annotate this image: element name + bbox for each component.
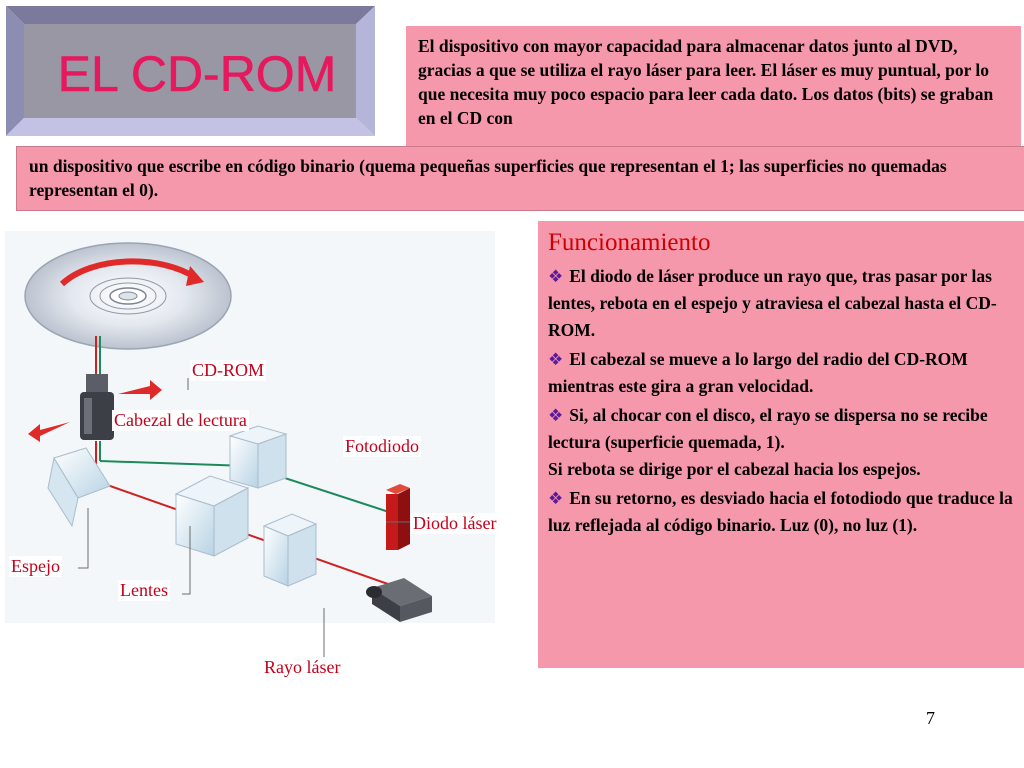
label-diodo-laser: Diodo láser <box>413 513 497 533</box>
bullet-text: El cabezal se mueve a lo largo del radio del CD-ROM mientras este gira a gran velocidad. <box>548 349 968 396</box>
cdrom-diagram-drawing <box>0 226 536 686</box>
title-plaque <box>6 6 375 136</box>
bullet-extra-text: Si rebota se dirige por el cabezal hacia los espejos. <box>548 459 921 479</box>
page-title: EL CD-ROM <box>57 46 337 102</box>
intro-text-top: El dispositivo con mayor capacidad para almacenar datos junto al DVD, gracias a que se utiliza el rayo láser para leer. El láser es muy puntual, por lo que necesita muy poco espacio para leer cada dato. Los datos (bits) se graban en el CD con <box>406 26 1021 146</box>
cdrom-diagram <box>0 226 536 686</box>
diamond-bullet-icon: ❖ <box>548 350 564 369</box>
bullet-item <box>548 485 1015 539</box>
bullet-text: Si, al chocar con el disco, el rayo se dispersa no se recibe lectura (superficie quemada, 1). <box>548 405 988 452</box>
beam-splitter <box>264 514 316 586</box>
cd-disc <box>25 243 231 349</box>
diamond-bullet-icon: ❖ <box>548 267 564 286</box>
label-lentes: Lentes <box>120 580 168 600</box>
panel-title: Funcionamiento <box>548 229 711 256</box>
upper-prism <box>230 426 286 488</box>
label-espejo: Espejo <box>11 556 60 576</box>
diamond-bullet-icon: ❖ <box>548 406 564 425</box>
label-fotodiodo: Fotodiodo <box>345 436 420 456</box>
intro-text-bottom: un dispositivo que escribe en código binario (quema pequeñas superficies que representan el 1; las superficies no quemadas representan el 0). <box>16 146 1024 211</box>
bullet-item <box>548 402 1015 483</box>
lens-block <box>176 476 248 556</box>
diamond-bullet-icon: ❖ <box>548 489 564 508</box>
bullet-item <box>548 263 1015 344</box>
label-cabezal: Cabezal de lectura <box>114 410 247 430</box>
bullet-text: El diodo de láser produce un rayo que, tras pasar por las lentes, rebota en el espejo y atraviesa el cabezal hasta el CD-ROM. <box>548 266 997 340</box>
funcionamiento-panel <box>538 221 1024 668</box>
label-rayo-laser: Rayo láser <box>264 657 341 677</box>
bullet-item <box>548 346 1015 400</box>
bullet-text: En su retorno, es desviado hacia el fotodiodo que traduce la luz reflejada al código binario. Luz (0), no luz (1). <box>548 488 1013 535</box>
page-number: 7 <box>926 708 935 728</box>
label-cdrom: CD-ROM <box>192 360 265 380</box>
